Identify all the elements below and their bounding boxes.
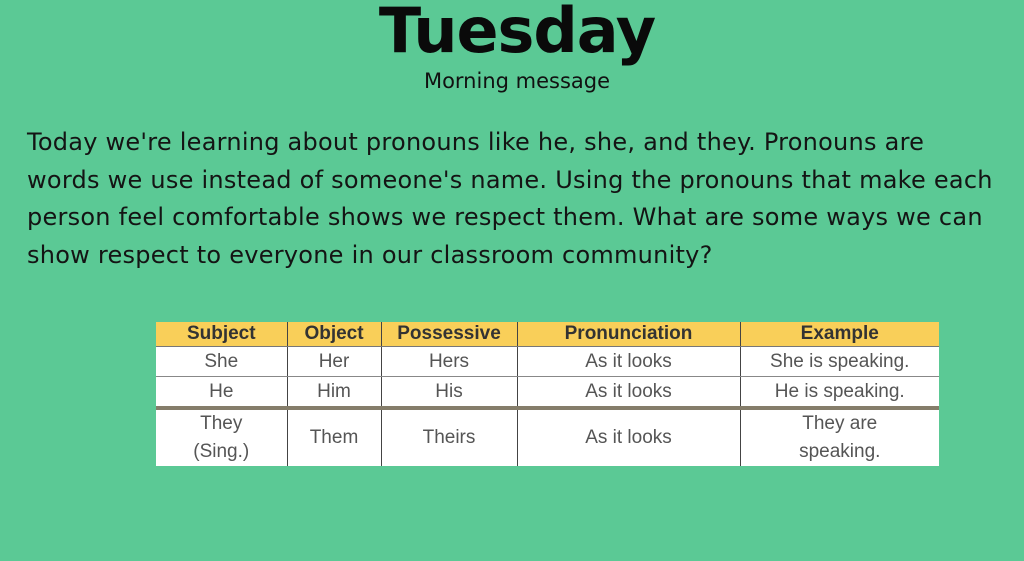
column-header-possessive: Possessive xyxy=(381,322,517,347)
page-subtitle: Morning message xyxy=(423,69,611,93)
cell-subject-line-2: (Sing.) xyxy=(193,441,250,462)
cell-example: He is speaking. xyxy=(740,377,939,409)
table-row xyxy=(156,347,939,377)
cell-possessive: His xyxy=(381,377,517,409)
morning-message-text: Today we're learning about pronouns like he, she, and they. Pronouns are words we use instead of someone's name. Using the pronouns that make each person feel comfortable shows we respect them. What are some ways we can show respect to everyone in our classroom community? xyxy=(27,128,993,269)
cell-example-line-2: speaking. xyxy=(799,441,881,462)
table-row xyxy=(156,408,939,466)
column-header-example: Example xyxy=(740,322,939,347)
column-header-pronunciation: Pronunciation xyxy=(517,322,740,347)
cell-example xyxy=(740,408,939,466)
column-header-object: Object xyxy=(287,322,381,347)
table-row xyxy=(156,377,939,409)
cell-object: Them xyxy=(287,408,381,466)
cell-subject xyxy=(156,408,287,466)
cell-subject: He xyxy=(156,377,287,409)
cell-example: She is speaking. xyxy=(740,347,939,377)
column-header-subject: Subject xyxy=(156,322,287,347)
cell-object: Him xyxy=(287,377,381,409)
cell-subject-line-1: They xyxy=(200,413,243,434)
cell-object: Her xyxy=(287,347,381,377)
page-title: Tuesday xyxy=(378,0,656,67)
cell-example-line-1: They are xyxy=(802,413,878,434)
cell-pronunciation: As it looks xyxy=(517,377,740,409)
cell-pronunciation: As it looks xyxy=(517,408,740,466)
cell-possessive: Theirs xyxy=(381,408,517,466)
cell-possessive: Hers xyxy=(381,347,517,377)
pronouns-table xyxy=(156,322,939,466)
table-header-row xyxy=(156,322,939,347)
cell-subject: She xyxy=(156,347,287,377)
cell-pronunciation: As it looks xyxy=(517,347,740,377)
